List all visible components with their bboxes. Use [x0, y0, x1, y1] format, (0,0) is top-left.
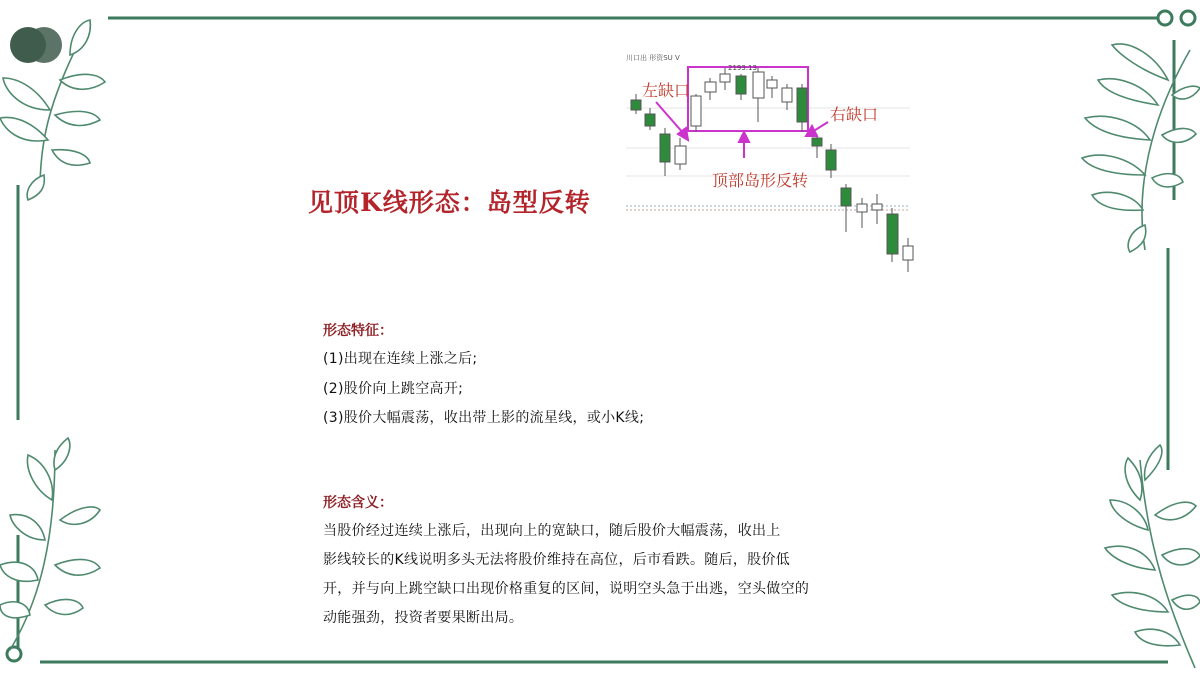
feature-item: (2)股价向上跳空高开; [323, 381, 464, 397]
leaf-decoration-bottom-left-icon [0, 438, 100, 650]
left-gap-label: 左缺口 [642, 81, 691, 100]
feature-item: (1)出现在连续上涨之后; [323, 351, 478, 367]
candle [675, 146, 686, 164]
candle [857, 204, 867, 212]
candle [645, 114, 655, 126]
candle [812, 138, 822, 146]
candle [887, 214, 898, 254]
meaning-line: 当股价经过连续上涨后，出现向上的宽缺口，随后股价大幅震荡，收出上 [323, 523, 781, 539]
feature-item: (3)股价大幅震荡，收出带上影的流星线，或小K线; [323, 410, 645, 426]
candle [736, 76, 746, 94]
candle [705, 82, 716, 92]
slide-title: 见顶K线形态：岛型反转 [308, 188, 591, 217]
candle [782, 88, 792, 102]
candle [691, 96, 701, 126]
meaning-line: 开，并与向上跳空缺口出现价格重复的区间，说明空头急于出逃，空头做空的 [323, 581, 810, 597]
logo-badge-icon [10, 27, 62, 63]
candle [903, 246, 913, 260]
meaning-heading: 形态含义： [323, 495, 393, 511]
meaning-line: 动能强劲，投资者要果断出局。 [323, 610, 524, 626]
candle [826, 150, 836, 170]
leaf-decoration-bottom-right-icon [1105, 445, 1200, 668]
candle [753, 72, 764, 98]
island-reversal-chart [620, 48, 916, 282]
island-arrow-icon [739, 132, 749, 142]
meaning-line: 影线较长的K线说明多头无法将股价维持在高位，后市看跌。随后，股价低 [323, 552, 791, 568]
candle [660, 134, 670, 162]
price-mark-label: 2193.13 [728, 64, 757, 72]
candle [797, 88, 807, 122]
leaf-decoration-top-right-icon [1082, 44, 1200, 252]
right-gap-label: 右缺口 [830, 105, 879, 124]
candle [631, 100, 641, 110]
candle [841, 188, 851, 206]
features-heading: 形态特征： [323, 323, 393, 339]
candle [872, 204, 882, 210]
candle [720, 74, 730, 82]
chart-header-text: 川口出 形资SU V [626, 54, 680, 62]
island-reversal-label: 顶部岛形反转 [712, 171, 809, 190]
candle [767, 80, 777, 88]
